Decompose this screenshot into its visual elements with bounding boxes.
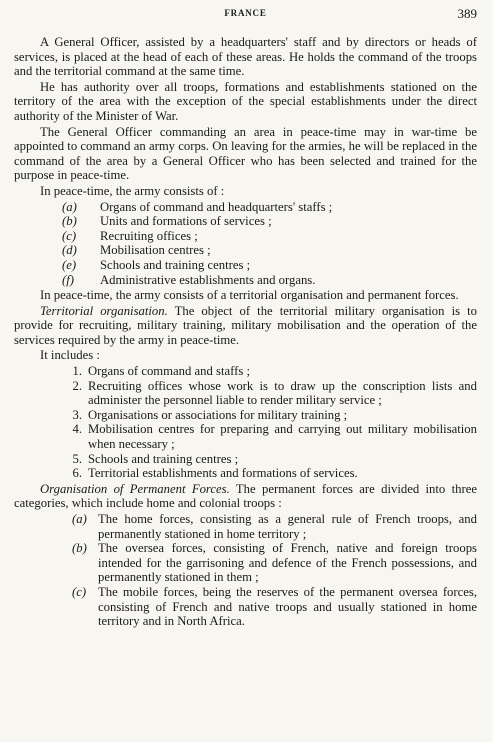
list-item xyxy=(14,258,477,273)
list-marker: (b) xyxy=(72,541,87,556)
list-marker: (f) xyxy=(62,272,74,287)
list-item-text: Mobilisation centres ; xyxy=(100,243,211,258)
list-marker: (a) xyxy=(62,199,77,214)
list-item xyxy=(14,364,477,379)
page-body xyxy=(14,35,477,629)
list-item xyxy=(14,408,477,423)
paragraph-4: In peace-time, the army consists of : xyxy=(40,183,225,198)
running-head: FRANCE xyxy=(224,8,267,18)
list-marker: (b) xyxy=(62,214,77,229)
list-item xyxy=(14,379,477,408)
army-consists-list xyxy=(14,200,477,288)
list-marker: (a) xyxy=(72,512,87,526)
list-marker: (c) xyxy=(72,584,87,599)
list-marker: 4. xyxy=(72,422,82,437)
list-item-text: Organs of command and staffs ; xyxy=(88,364,250,379)
list-marker: (d) xyxy=(62,243,77,258)
permanent-forces-list xyxy=(14,512,477,629)
territorial-list xyxy=(14,364,477,481)
list-marker: 2. xyxy=(72,378,82,393)
paragraph-6 xyxy=(14,304,477,348)
list-item-text: Territorial establishments and formations of services. xyxy=(88,466,358,481)
list-item xyxy=(14,214,477,229)
list-item xyxy=(14,512,477,541)
list-item xyxy=(14,452,477,467)
list-item xyxy=(14,243,477,258)
list-item xyxy=(14,585,477,629)
list-marker: (c) xyxy=(62,228,77,243)
list-item-text: Organs of command and headquarters' staffs ; xyxy=(100,199,333,214)
section-lead-territorial: Territorial organisation. xyxy=(40,303,168,318)
paragraph-1: A General Officer, assisted by a headquarters' staff and by directors or heads of services, is placed at the head of each of these areas. He holds the command of the troops and the territorial command at the same time. xyxy=(14,35,477,79)
paragraph-2: He has authority over all troops, formations and establishments stationed on the territory of the area with the exception of the special establishments under the direct authority of the Minister of War. xyxy=(14,79,477,123)
list-item xyxy=(14,229,477,244)
list-item-text: Recruiting offices ; xyxy=(100,228,198,243)
list-item-text: Schools and training centres ; xyxy=(100,257,251,272)
list-marker: 3. xyxy=(72,407,82,422)
paragraph-7: It includes : xyxy=(40,348,100,363)
page-number: 389 xyxy=(457,6,477,21)
paragraph-3: The General Officer commanding an area in peace-time may in war-time be appointed to command an army corps. On leaving for the armies, he will be replaced in the command of the area by a General Officer who has been selected and trained for the purpose in peace-time. xyxy=(14,124,477,183)
list-item-text: Mobilisation centres for preparing and carrying out military mobilisation when necessary ; xyxy=(88,422,477,452)
paragraph-5: In peace-time, the army consists of a territorial organisation and permanent forces. xyxy=(40,288,459,303)
list-marker: 1. xyxy=(72,364,82,379)
list-marker: 5. xyxy=(72,451,82,466)
list-item-text: Organisations or associations for military training ; xyxy=(88,407,348,422)
list-marker: 6. xyxy=(72,466,82,481)
section-lead-permanent: Organisation of Permanent Forces. xyxy=(40,481,230,496)
list-item-text: Schools and training centres ; xyxy=(88,451,239,466)
list-item-text: The mobile forces, being the reserves of the permanent oversea forces, consisting of French and native troops and usually stationed in home territory and in North Africa. xyxy=(98,584,477,629)
paragraph-8-text: The permanent forces are divided into three categories, which include home and colonial troops : xyxy=(14,481,477,511)
list-item xyxy=(14,422,477,451)
list-marker: (e) xyxy=(62,257,77,272)
list-item xyxy=(14,541,477,585)
list-item-text: Units and formations of services ; xyxy=(100,214,272,229)
page-header xyxy=(14,6,477,22)
list-item-text: Administrative establishments and organs. xyxy=(100,272,316,287)
list-item-text: The oversea forces, consisting of French, native and foreign troops intended for the garrisoning and defence of the French possessions, and permanently stationed in them ; xyxy=(98,541,477,585)
list-item xyxy=(14,200,477,215)
list-item xyxy=(14,273,477,288)
list-item xyxy=(14,466,477,481)
list-item-text: Recruiting offices whose work is to draw up the conscription lists and administer the personnel liable to render military service ; xyxy=(88,378,477,408)
list-item-text: The home forces, consisting as a general rule of French troops, and permanently stationed in home territory ; xyxy=(98,512,477,541)
paragraph-6-text: The object of the territorial military organisation is to provide for recruiting, military training, military mobilisation and the operation of the services required by the army in peace-time. xyxy=(14,303,477,347)
paragraph-8 xyxy=(14,482,477,511)
